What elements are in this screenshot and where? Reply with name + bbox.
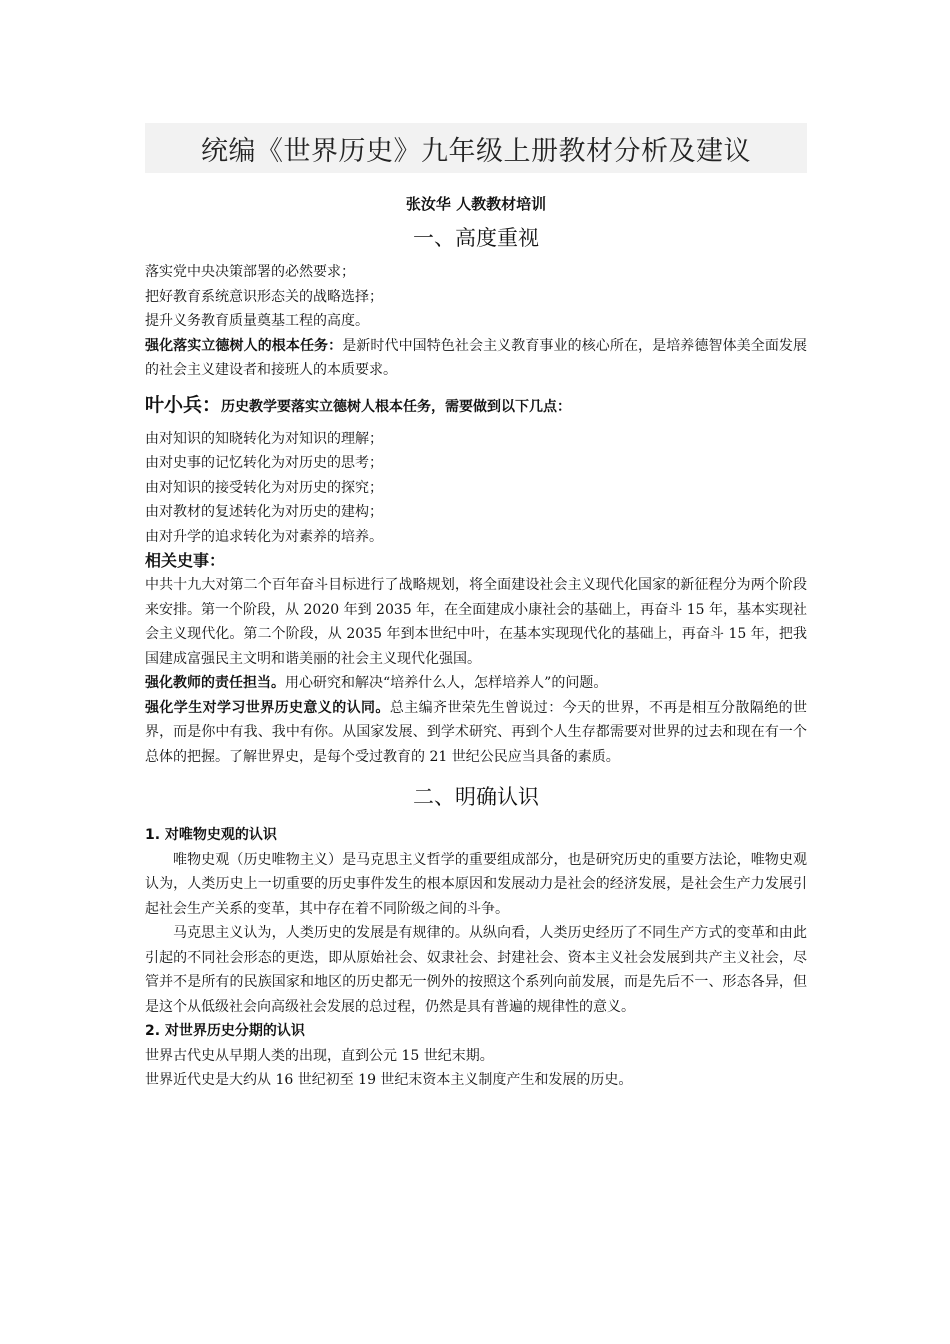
point-item: 由对教材的复述转化为对历史的建构； xyxy=(145,504,383,520)
point-item: 由对知识的知晓转化为对知识的理解； xyxy=(145,430,383,447)
ye-xiaobing-heading xyxy=(145,391,807,421)
section-heading-1: 一、高度重视 xyxy=(413,226,539,250)
related-paragraph: 中共十九大对第二个百年奋斗目标进行了战略规划，将全面建设社会主义现代化国家的新征程分为两个阶段来安排。第一个阶段，从 2020 年到 2035 年，在全面建成小康社会的基础上，再奋斗 15 年，基本实现社会主义现代化。第二个阶段，从 2035 年到本世纪中叶，在基本实现现代化的基础上，再奋斗 15 年，把我国建成富强民主文明和谐美丽的社会主义现代化强国。 xyxy=(145,577,807,667)
section-heading-2: 二、明确认识 xyxy=(413,785,539,809)
subsection-heading-1: 1. 对唯物史观的认识 xyxy=(145,827,277,843)
point-item: 由对升学的追求转化为对素养的培养。 xyxy=(145,528,383,545)
student-paragraph xyxy=(145,696,807,770)
requirement-line-2: 把好教育系统意识形态关的战略选择； xyxy=(145,288,383,305)
point-item: 由对知识的接受转化为对历史的探究； xyxy=(145,479,383,496)
subsection-heading-2: 2. 对世界历史分期的认识 xyxy=(145,1023,305,1039)
materialism-paragraph-1: 唯物史观（历史唯物主义）是马克思主义哲学的重要组成部分，也是研究历史的重要方法论，唯物史观认为，人类历史上一切重要的历史事件发生的根本原因和发展动力是社会的经济发展，是社会生产力发展引起社会生产关系的变革，其中存在着不同阶级之间的斗争。 xyxy=(145,851,807,917)
student-label: 强化学生对学习世界历史意义的认同。 xyxy=(145,699,390,716)
point-item: 由对史事的记忆转化为对历史的思考； xyxy=(145,455,383,471)
period-line-2: 世界近代史是大约从 16 世纪初至 19 世纪末资本主义制度产生和发展的历史。 xyxy=(145,1072,633,1088)
period-line-1: 世界古代史从早期人类的出现，直到公元 15 世纪末期。 xyxy=(145,1047,494,1064)
student-text: 总主编齐世荣先生曾说过：今天的世界，不再是相互分散隔绝的世界，而是你中有我、我中有你。从国家发展、到学术研究、再到个人生存都需要对世界的过去和现在有一个总体的把握。了解世界史，是每个受过教育的 21 世纪公民应当具备的素质。 xyxy=(145,699,808,765)
ye-name: 叶小兵： xyxy=(145,393,222,416)
requirement-line-1: 落实党中央决策部署的必然要求； xyxy=(145,264,355,280)
task-text: 是新时代中国特色社会主义教育事业的核心所在，是培养德智体美全面发展的社会主义建设者和接班人的本质要求。 xyxy=(145,337,807,378)
teacher-text: 用心研究和解决“培养什么人，怎样培养人”的问题。 xyxy=(285,675,608,691)
task-paragraph xyxy=(145,334,807,383)
ye-text: 历史教学要落实立德树人根本任务，需要做到以下几点： xyxy=(221,398,572,415)
teacher-label: 强化教师的责任担当。 xyxy=(145,675,285,691)
teacher-paragraph xyxy=(145,671,807,696)
requirement-line-3: 提升义务教育质量奠基工程的高度。 xyxy=(145,313,369,329)
document-body xyxy=(145,123,807,1093)
task-label: 强化落实立德树人的根本任务： xyxy=(145,337,343,354)
materialism-paragraph-2: 马克思主义认为，人类历史的发展是有规律的。从纵向看，人类历史经历了不同生产方式的变革和由此引起的不同社会形态的更迭，即从原始社会、奴隶社会、封建社会、资本主义社会发展到共产主义社会，尽管并不是所有的民族国家和地区的历史都无一例外的按照这个系列向前发展，而是先后不一、形态各异，但是这个从低级社会向高级社会发展的总过程，仍然是具有普遍的规律性的意义。 xyxy=(145,925,807,1015)
related-heading: 相关史事： xyxy=(145,551,226,570)
author-line: 张汝华 人教教材培训 xyxy=(405,195,547,213)
document-title: 统编《世界历史》九年级上册教材分析及建议 xyxy=(145,123,807,173)
